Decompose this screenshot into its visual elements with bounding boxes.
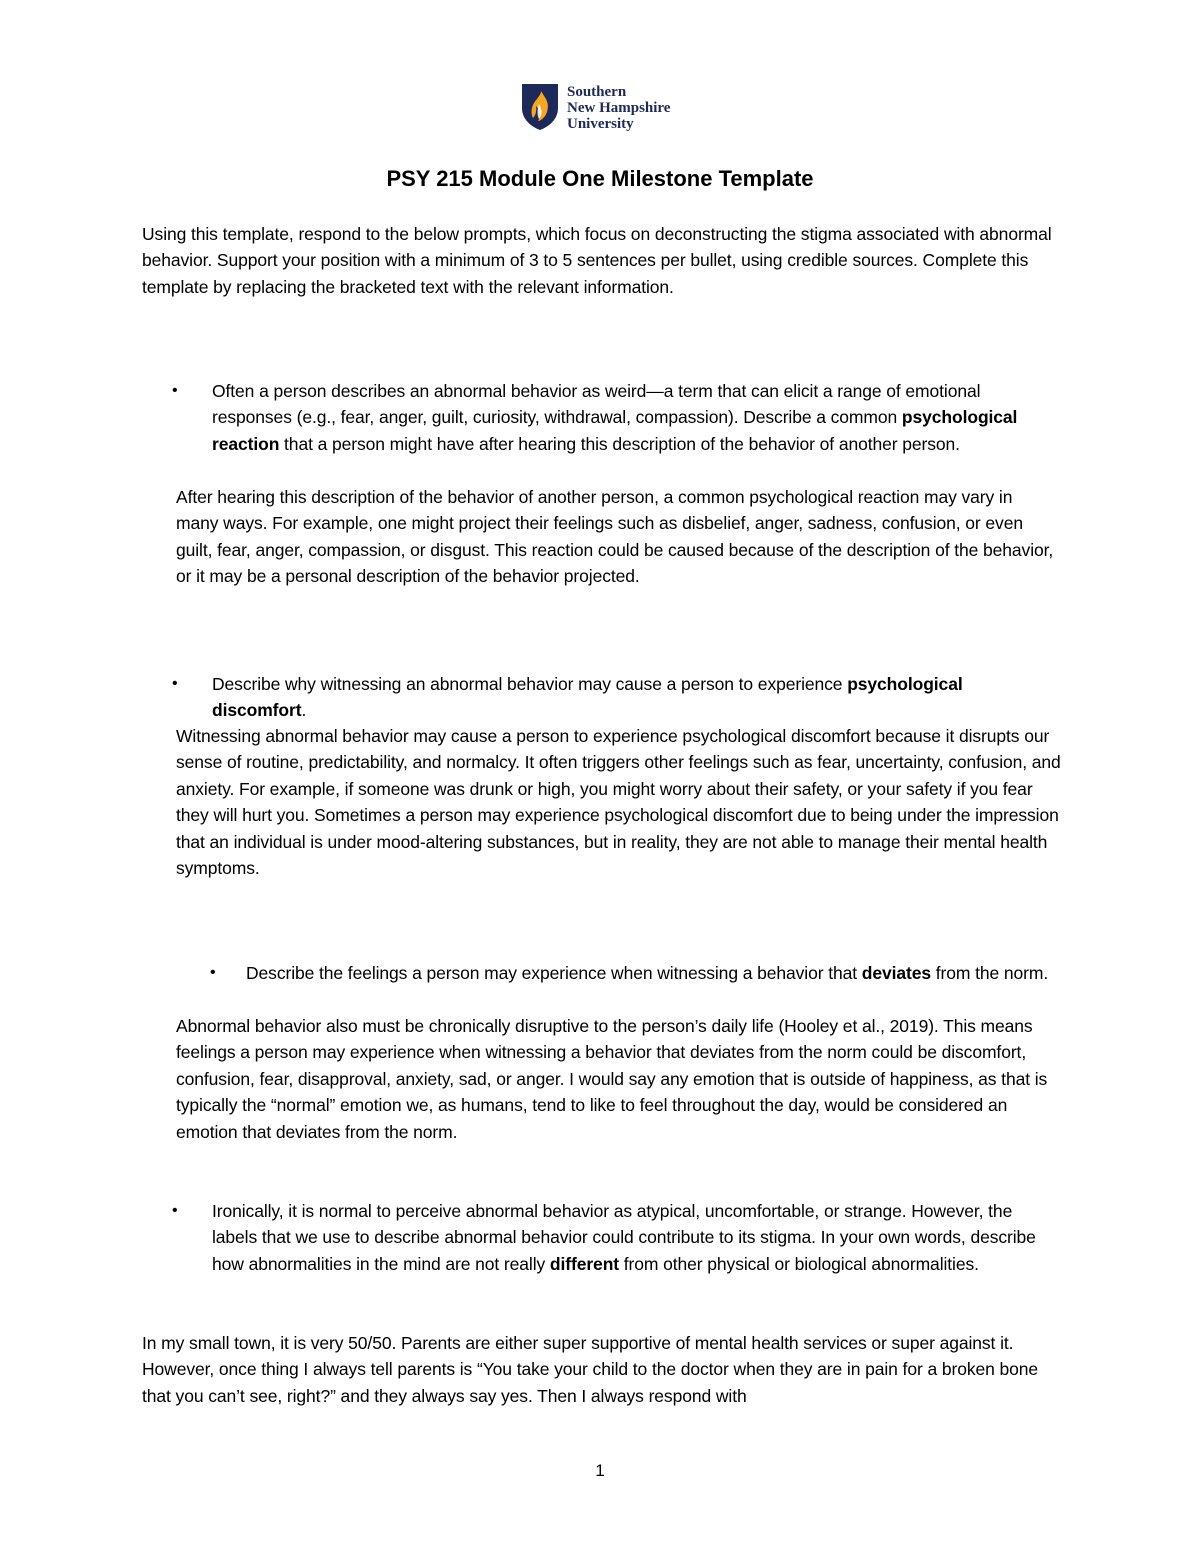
prompt-1-keyword: psychological reaction xyxy=(212,407,1018,454)
prompt-3-keyword: deviates xyxy=(861,963,931,983)
bullet-icon: • xyxy=(210,964,216,981)
page-number: 1 xyxy=(595,1461,605,1480)
prompt-1 xyxy=(212,378,1057,457)
logo-line-university: University xyxy=(567,116,634,132)
shield-flame-icon xyxy=(520,82,560,132)
prompt-2-keyword: psychological discomfort xyxy=(212,674,963,721)
prompt-4-text: Ironically, it is normal to perceive abnormal behavior as atypical, uncomfortable, or strange. However, the labels that we use to describe abnormal behavior could contribute to its stigma. In your own words, describe how abnormalities in the mind are not really xyxy=(212,1201,1036,1274)
prompt-2 xyxy=(212,671,1057,724)
prompt-1-text: Often a person describes an abnormal behavior as weird—a term that can elicit a range of emotional responses (e.g., fear, anger, guilt, curiosity, withdrawal, compassion). Describe a common xyxy=(212,381,981,428)
answer-4: In my small town, it is very 50/50. Parents are either super supportive of mental health services or super against it. However, once thing I always tell parents is “You take your child to the doctor when they are in pain for a broken bone that you can’t see, right?” and they always say yes. Then I always respond with xyxy=(142,1333,1039,1406)
logo-line-new-hampshire: New Hampshire xyxy=(567,100,671,116)
prompt-3-text: Describe the feelings a person may experience when witnessing a behavior that xyxy=(246,963,862,983)
intro-paragraph: Using this template, respond to the below prompts, which focus on deconstructing the stigma associated with abnormal behavior. Support your position with a minimum of 3 to 5 sentences per bullet, using credible sources. Complete this template by replacing the bracketed text with the relevant information. xyxy=(142,224,1052,297)
answer-3: Abnormal behavior also must be chronically disruptive to the person’s daily life (Hooley et al., 2019). This means feelings a person may experience when witnessing a behavior that deviates from the norm could be discomfort, confusion, fear, disapproval, anxiety, sad, or anger. I would say any emotion that is outside of happiness, as that is typically the “normal” emotion we, as humans, tend to like to feel throughout the day, would be considered an emotion that deviates from the norm. xyxy=(176,1016,1048,1142)
bullet-icon: • xyxy=(172,675,178,692)
bullet-icon: • xyxy=(172,1202,178,1219)
prompt-2-text-end: . xyxy=(301,700,307,721)
prompt-3-text-end: from the norm. xyxy=(931,963,1049,983)
prompt-2-text: Describe why witnessing an abnormal behavior may cause a person to experience xyxy=(212,674,848,694)
document-title: PSY 215 Module One Milestone Template xyxy=(386,166,814,191)
logo-line-southern: Southern xyxy=(567,84,627,100)
prompt-3 xyxy=(246,960,1056,986)
bullet-icon: • xyxy=(172,382,178,399)
university-logo xyxy=(520,82,690,134)
answer-1: After hearing this description of the behavior of another person, a common psychological reaction may vary in many ways. For example, one might project their feelings such as disbelief, anger, sadness, confusion, or even guilt, fear, anger, compassion, or disgust. This reaction could be caused because of the description of the behavior, or it may be a personal description of the behavior projected. xyxy=(176,487,1054,587)
prompt-1-text-end: that a person might have after hearing this description of the behavior of another person. xyxy=(279,433,960,454)
university-wordmark xyxy=(567,84,670,132)
prompt-4-keyword: different xyxy=(549,1253,620,1274)
answer-2: Witnessing abnormal behavior may cause a person to experience psychological discomfort because it disrupts our sense of routine, predictability, and normalcy. It often triggers other feelings such as fear, uncertainty, confusion, and anxiety. For example, if someone was drunk or high, you might worry about their safety, or your safety if you fear they will hurt you. Sometimes a person may experience psychological discomfort due to being under the impression that an individual is under mood-altering substances, but in reality, they are not able to manage their mental health symptoms. xyxy=(176,726,1061,879)
prompt-4 xyxy=(212,1198,1057,1277)
prompt-4-text-end: from other physical or biological abnormalities. xyxy=(619,1253,979,1274)
